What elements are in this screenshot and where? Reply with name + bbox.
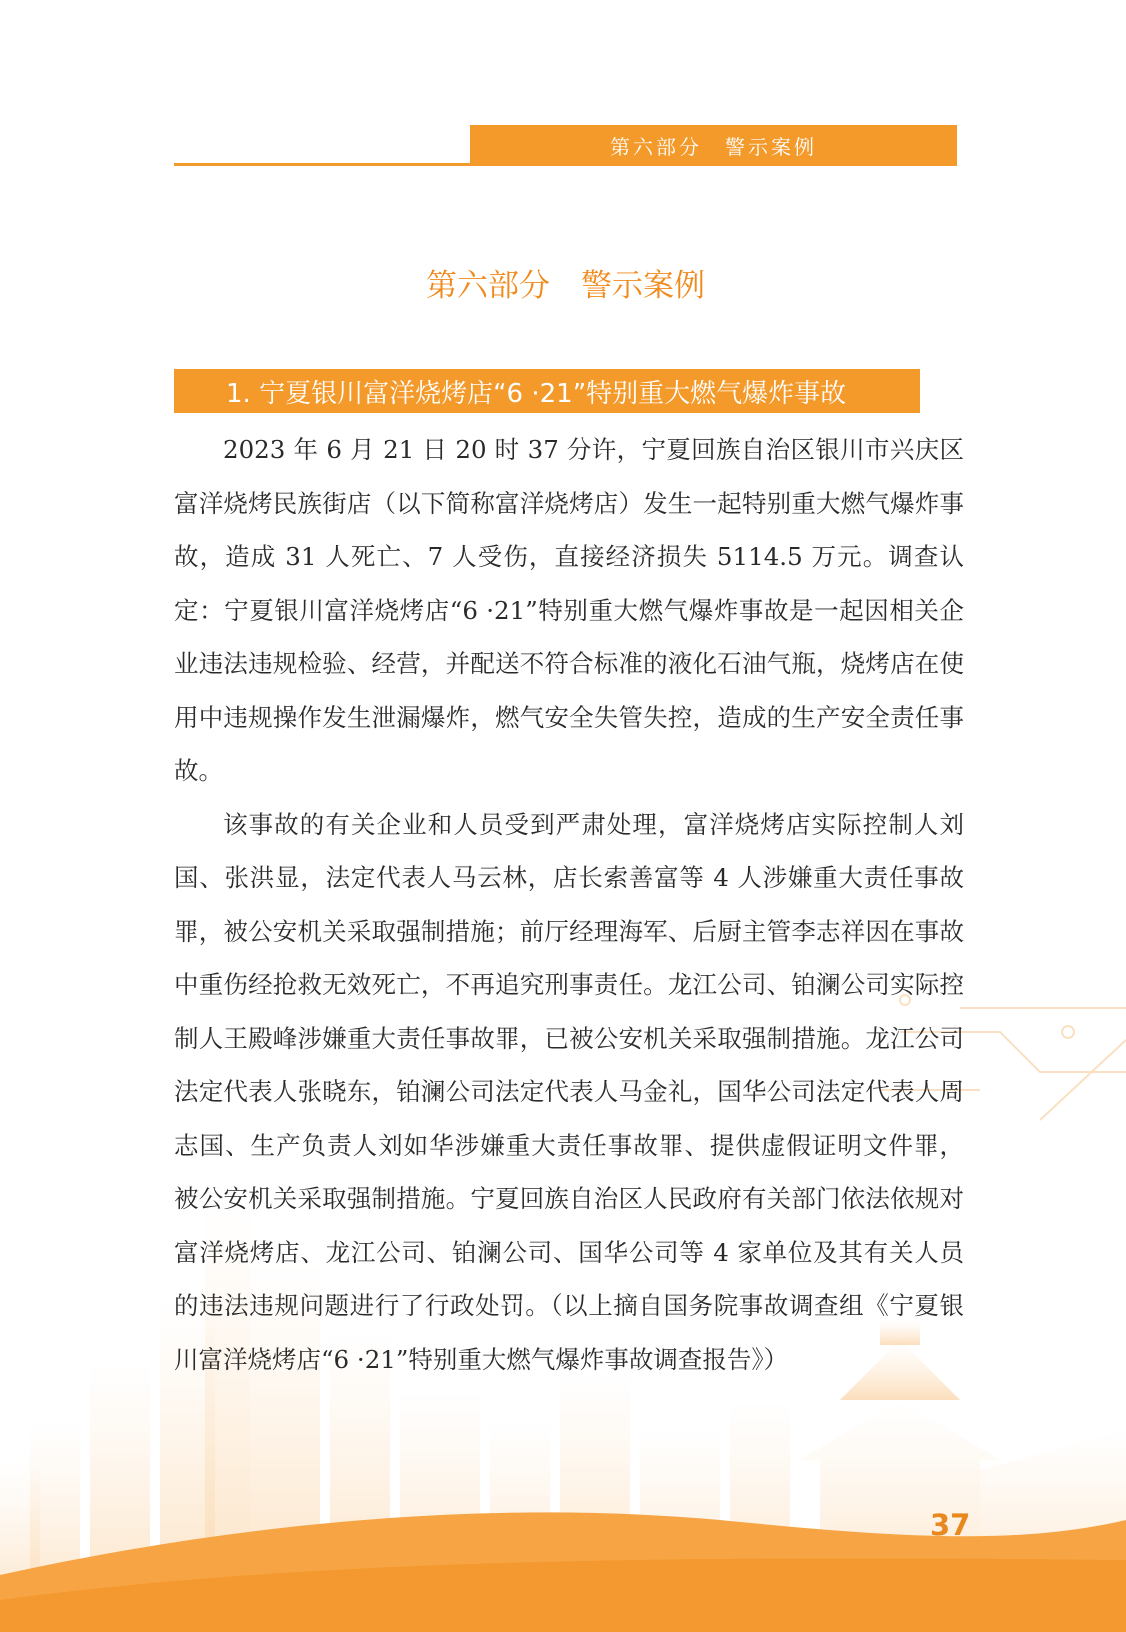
body-text bbox=[174, 423, 964, 1386]
section-title: 第六部分 警示案例 bbox=[426, 268, 705, 304]
page-number: 37 bbox=[930, 1508, 971, 1542]
case-title: 1. 宁夏银川富洋烧烤店“6 ·21”特别重大燃气爆炸事故 bbox=[226, 378, 847, 409]
paragraph: 该事故的有关企业和人员受到严肃处理，富洋烧烤店实际控制人刘国、张洪显，法定代表人马云林，店长索善富等 4 人涉嫌重大责任事故罪，被公安机关采取强制措施；前厅经理海军、后厨主管李志祥因在事故中重伤经抢救无效死亡，不再追究刑事责任。龙江公司、铂澜公司实际控制人王殿峰涉嫌重大责任事故罪，已被公安机关采取强制措施。龙江公司法定代表人张晓东，铂澜公司法定代表人马金礼，国华公司法定代表人周志国、生产负责人刘如华涉嫌重大责任事故罪、提供虚假证明文件罪， 被公安机关采取强制措施。宁夏回族自治区人民政府有关部门依法依规对富洋烧烤店、龙江公司、铂澜公司、国华公司等 4 家单位及其有关人员的违法违规问题进行了行政处罚。（以上摘自国务院事故调查组《宁夏银川富洋烧烤店“6 ·21”特别重大燃气爆炸事故调查报告》） bbox=[174, 809, 964, 1374]
paragraph: 2023 年 6 月 21 日 20 时 37 分许，宁夏回族自治区银川市兴庆区富洋烧烤民族街店（以下简称富洋烧烤店）发生一起特别重大燃气爆炸事故，造成 31 人死亡、7 人受伤，直接经济损失 5114.5 万元。调查认定：宁夏银川富洋烧烤店“6 ·21”特别重大燃气爆炸事故是一起因相关企业违法违规检验、经营，并配送不符合标准的液化石油气瓶，烧烤店在使用中违规操作发生泄漏爆炸，燃气安全失管失控，造成的生产安全责任事故。 bbox=[174, 435, 964, 785]
running-header-title: 第六部分 警示案例 bbox=[610, 135, 817, 159]
